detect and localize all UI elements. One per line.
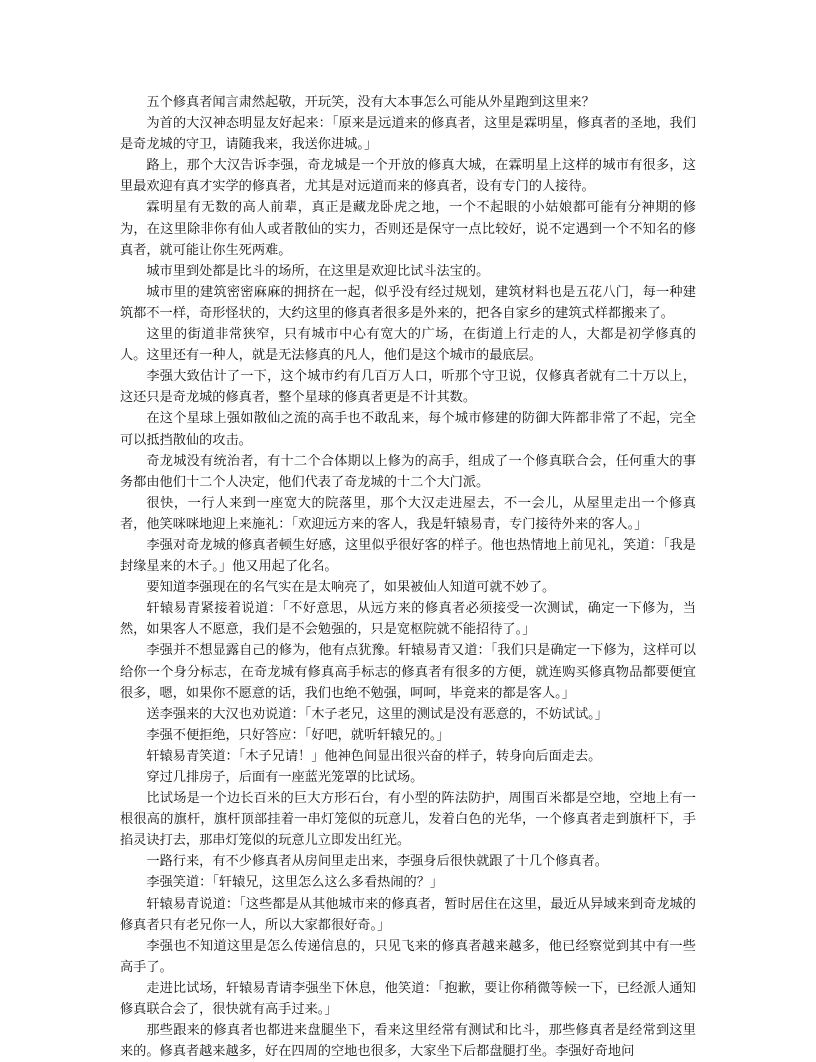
paragraph: 霖明星有无数的高人前辈，真正是藏龙卧虎之地，一个不起眼的小姑娘都可能有分神期的修为，在这里除非你有仙人或者散仙的实力，否则还是保守一点比较好，说不定遇到一个不知名的修真者，就可能让你生死两难。 xyxy=(120,200,696,258)
paragraph: 很快，一行人来到一座宽大的院落里，那个大汉走进屋去，不一会儿，从屋里走出一个修真者，他笑咪咪地迎上来施礼：「欢迎远方来的客人，我是轩辕易青，专门接待外来的客人。」 xyxy=(120,495,696,532)
paragraph: 李强笑道：「轩辕兄，这里怎么这么多看热闹的？」 xyxy=(146,875,444,891)
paragraph: 走进比试场，轩辕易青请李强坐下休息，他笑道：「抱歉，要让你稍微等候一下，已经派人通知修真联合会了，很快就有高手过来。」 xyxy=(120,980,696,1018)
paragraph: 轩辕易青紧接着说道：「不好意思，从远方来的修真者必须接受一次测试，确定一下修为，当然，如果客人不愿意，我们是不会勉强的，只是宽枢院就不能招待了。」 xyxy=(120,601,696,638)
paragraph: 为首的大汉神态明显友好起来：「原来是远道来的修真者，这里是霖明星，修真者的圣地，我们是奇龙城的守卫，请随我来，我送你进城。」 xyxy=(120,116,696,153)
paragraph: 李强对奇龙城的修真者顿生好感，这里似乎很好客的样子。他也热情地上前见礼，笑道：「我是封缘星来的木子。」他又用起了化名。 xyxy=(120,537,696,575)
paragraph: 送李强来的大汉也劝说道：「木子老兄，这里的测试是没有恶意的，不妨试试。」 xyxy=(146,706,608,722)
paragraph: 轩辕易青说道：「这些都是从其他城市来的修真者，暂时居住在这里，最近从异域来到奇龙城的修真者只有老兄你一人，所以大家都很好奇。」 xyxy=(120,896,696,933)
paragraph: 五个修真者闻言肃然起敬，开玩笑，没有大本事怎么可能从外星跑到这里来？ xyxy=(146,95,595,110)
paragraph: 轩辕易青笑道：「木子兄请！」他神色间显出很兴奋的样子，转身向后面走去。 xyxy=(146,748,602,764)
paragraph: 李强也不知道这里是怎么传递信息的，只见飞来的修真者越来越多，他已经察觉到其中有一些高手了。 xyxy=(120,938,696,975)
paragraph: 城市里到处都是比斗的场所，在这里是欢迎比试斗法宝的。 xyxy=(146,263,490,279)
paragraph: 城市里的建筑密密麻麻的拥挤在一起，似乎没有经过规划，建筑材料也是五花八门，每一种建筑都不一样，奇形怪状的，大约这里的修真者很多是外来的，把各自家乡的建筑式样都搬来了。 xyxy=(120,284,696,321)
paragraph: 要知道李强现在的名气实在是太响亮了，如果被仙人知道可就不妙了。 xyxy=(146,580,556,596)
paragraph: 在这个星球上强如散仙之流的高手也不敢乱来，每个城市修建的防御大阵都非常了不起，完全可以抵挡散仙的攻击。 xyxy=(120,411,696,448)
document-page xyxy=(120,92,696,1062)
paragraph: 这里的街道非常狭窄，只有城市中心有宽大的广场，在街道上行走的人，大都是初学修真的人。这里还有一种人，就是无法修真的凡人，他们是这个城市的最底层。 xyxy=(120,327,696,364)
paragraph: 穿过几排房子，后面有一座蓝光笼罩的比试场。 xyxy=(146,770,424,785)
paragraph: 李强并不想显露自己的修为，他有点犹豫。轩辕易青又道：「我们只是确定一下修为，这样可以给你一个身分标志，在奇龙城有修真高手标志的修真者有很多的方便，就连购买修真物品都要便宜很多，嗯，如果你不愿意的话，我们也绝不勉强，呵呵，毕竟来的都是客人。」 xyxy=(120,643,696,701)
paragraph: 奇龙城没有统治者，有十二个合体期以上修为的高手，组成了一个修真联合会，任何重大的事务都由他们十二个人决定，他们代表了奇龙城的十二个大门派。 xyxy=(120,453,696,490)
paragraph: 李强不便拒绝，只好答应：「好吧，就听轩辕兄的。」 xyxy=(146,727,450,743)
paragraph: 那些跟来的修真者也都进来盘腿坐下，看来这里经常有测试和比斗，那些修真者是经常到这里来的。修真者越来越多，好在四周的空地也很多，大家坐下后都盘腿打坐。李强好奇地问 xyxy=(120,1023,696,1060)
paragraph: 比试场是一个边长百米的巨大方形石台，有小型的阵法防护，周围百米都是空地，空地上有一根很高的旗杆，旗杆顶部挂着一串灯笼似的玩意儿，发着白色的光华，一个修真者走到旗杆下，手掐灵诀打去，那串灯笼似的玩意儿立即发出红光。 xyxy=(120,791,696,849)
paragraph: 路上，那个大汉告诉李强，奇龙城是一个开放的修真大城，在霖明星上这样的城市有很多，这里最欢迎有真才实学的修真者，尤其是对远道而来的修真者，设有专门的人接待。 xyxy=(120,158,696,195)
paragraph: 一路行来，有不少修真者从房间里走出来，李强身后很快就跟了十几个修真者。 xyxy=(146,854,608,870)
paragraph: 李强大致估计了一下，这个城市约有几百万人口，听那个守卫说，仅修真者就有二十万以上，这还只是奇龙城的修真者，整个星球的修真者更是不计其数。 xyxy=(120,369,696,406)
